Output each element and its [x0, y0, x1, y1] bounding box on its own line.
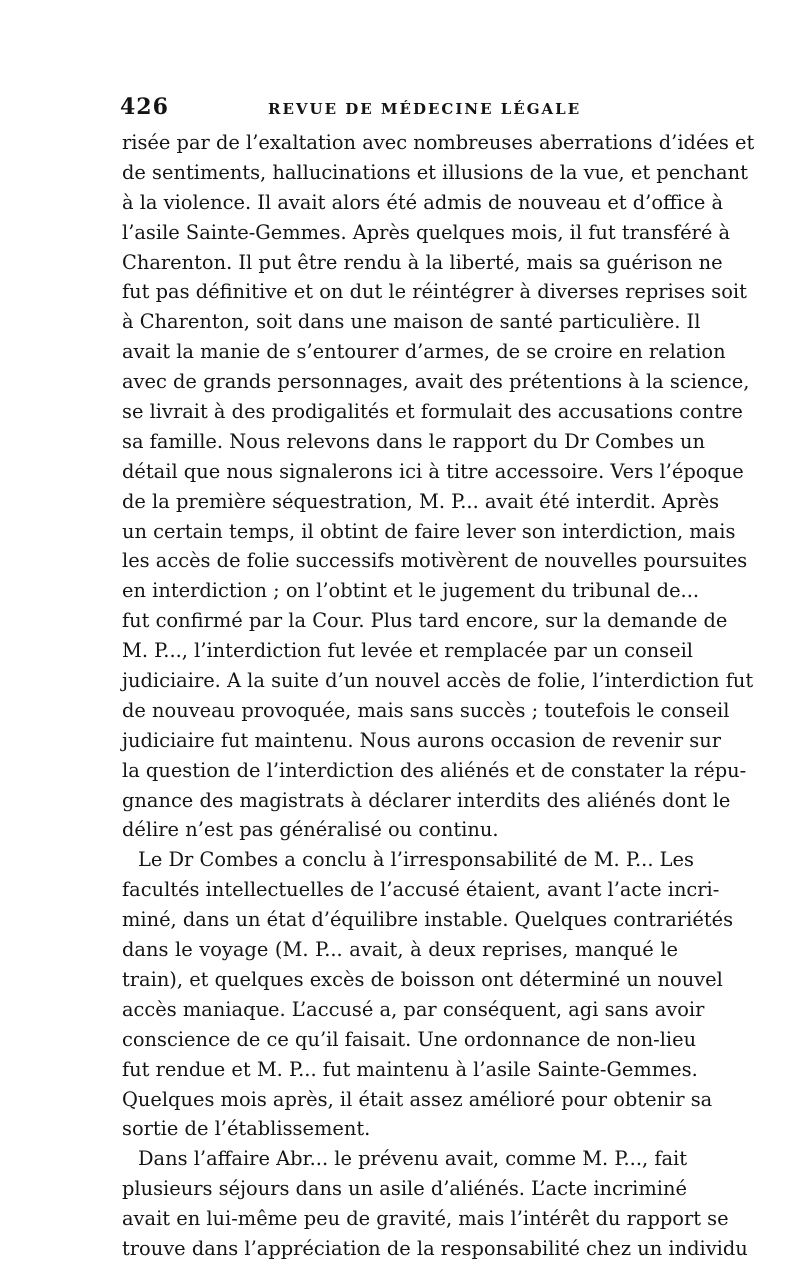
text-line: se livrait à des prodigalités et formulait des accusations contre	[122, 400, 743, 424]
text-line: en interdiction ; on l’obtint et le jugement du tribunal de...	[122, 579, 700, 603]
text-line: fut rendue et M. P... fut maintenu à l’asile Sainte-Gemmes.	[122, 1057, 698, 1081]
text-line: trouve dans l’appréciation de la responsabilité chez un individu	[122, 1236, 748, 1260]
text-line: judiciaire. A la suite d’un nouvel accès de folie, l’interdiction fut	[122, 669, 754, 693]
page-header	[120, 94, 680, 130]
text-line: de nouveau provoquée, mais sans succès ; toutefois le conseil	[122, 698, 730, 722]
text-line: avait en lui-même peu de gravité, mais l’intérêt du rapport se	[122, 1207, 729, 1231]
body-text	[122, 128, 755, 1264]
text-line: risée par de l’exaltation avec nombreuses aberrations d’idées et	[122, 131, 755, 154]
page-number: 426	[120, 94, 169, 120]
text-line: avec de grands personnages, avait des prétentions à la science,	[122, 370, 750, 394]
text-line: les accès de folie successifs motivèrent de nouvelles poursuites	[122, 549, 748, 573]
text-line: dans le voyage (M. P... avait, à deux reprises, manqué le	[122, 938, 678, 962]
text-line: facultés intellectuelles de l’accusé étaient, avant l’acte incri-	[122, 878, 720, 902]
text-line: de la première séquestration, M. P... avait été interdit. Après	[122, 489, 720, 513]
text-line: conscience de ce qu’il faisait. Une ordonnance de non-lieu	[122, 1027, 697, 1051]
text-line: avait la manie de s’entourer d’armes, de se croire en relation	[122, 340, 726, 364]
text-line: à Charenton, soit dans une maison de santé particulière. Il	[122, 310, 701, 334]
text-line: Quelques mois après, il était assez amélioré pour obtenir sa	[122, 1087, 713, 1111]
text-line: délire n’est pas généralisé ou continu.	[122, 818, 499, 842]
text-line: détail que nous signalerons ici à titre accessoire. Vers l’époque	[122, 459, 744, 483]
text-line: accès maniaque. L’accusé a, par conséquent, agi sans avoir	[122, 997, 705, 1021]
running-title: REVUE DE MÉDECINE LÉGALE	[268, 100, 582, 118]
text-line: sa famille. Nous relevons dans le rapport du Dr Combes un	[122, 429, 705, 453]
text-line: Dans l’affaire Abr... le prévenu avait, comme M. P..., fait	[138, 1147, 688, 1171]
text-line: sortie de l’établissement.	[122, 1117, 371, 1141]
text-line: miné, dans un état d’équilibre instable. Quelques contrariétés	[122, 908, 734, 932]
text-line: fut pas définitive et on dut le réintégrer à diverses reprises soit	[122, 280, 747, 304]
text-line: fut confirmé par la Cour. Plus tard encore, sur la demande de	[122, 609, 728, 633]
text-line: train), et quelques excès de boisson ont déterminé un nouvel	[122, 967, 723, 991]
text-line: à la violence. Il avait alors été admis de nouveau et d’office à	[122, 190, 724, 214]
text-line: M. P..., l’interdiction fut levée et remplacée par un conseil	[122, 639, 693, 663]
text-line: Le Dr Combes a conclu à l’irresponsabilité de M. P... Les	[138, 848, 694, 872]
text-line: de sentiments, hallucinations et illusions de la vue, et penchant	[122, 160, 748, 184]
text-line: judiciaire fut maintenu. Nous aurons occasion de revenir sur	[122, 728, 722, 752]
text-line: l’asile Sainte-Gemmes. Après quelques mois, il fut transféré à	[122, 220, 731, 244]
text-line: Charenton. Il put être rendu à la liberté, mais sa guérison ne	[122, 250, 723, 274]
text-line: gnance des magistrats à déclarer interdits des aliénés dont le	[122, 788, 731, 812]
text-line: plusieurs séjours dans un asile d’aliénés. L’acte incriminé	[122, 1177, 687, 1201]
text-line: un certain temps, il obtint de faire lever son interdiction, mais	[122, 519, 736, 543]
text-line: la question de l’interdiction des aliénés et de constater la répu-	[122, 758, 747, 782]
